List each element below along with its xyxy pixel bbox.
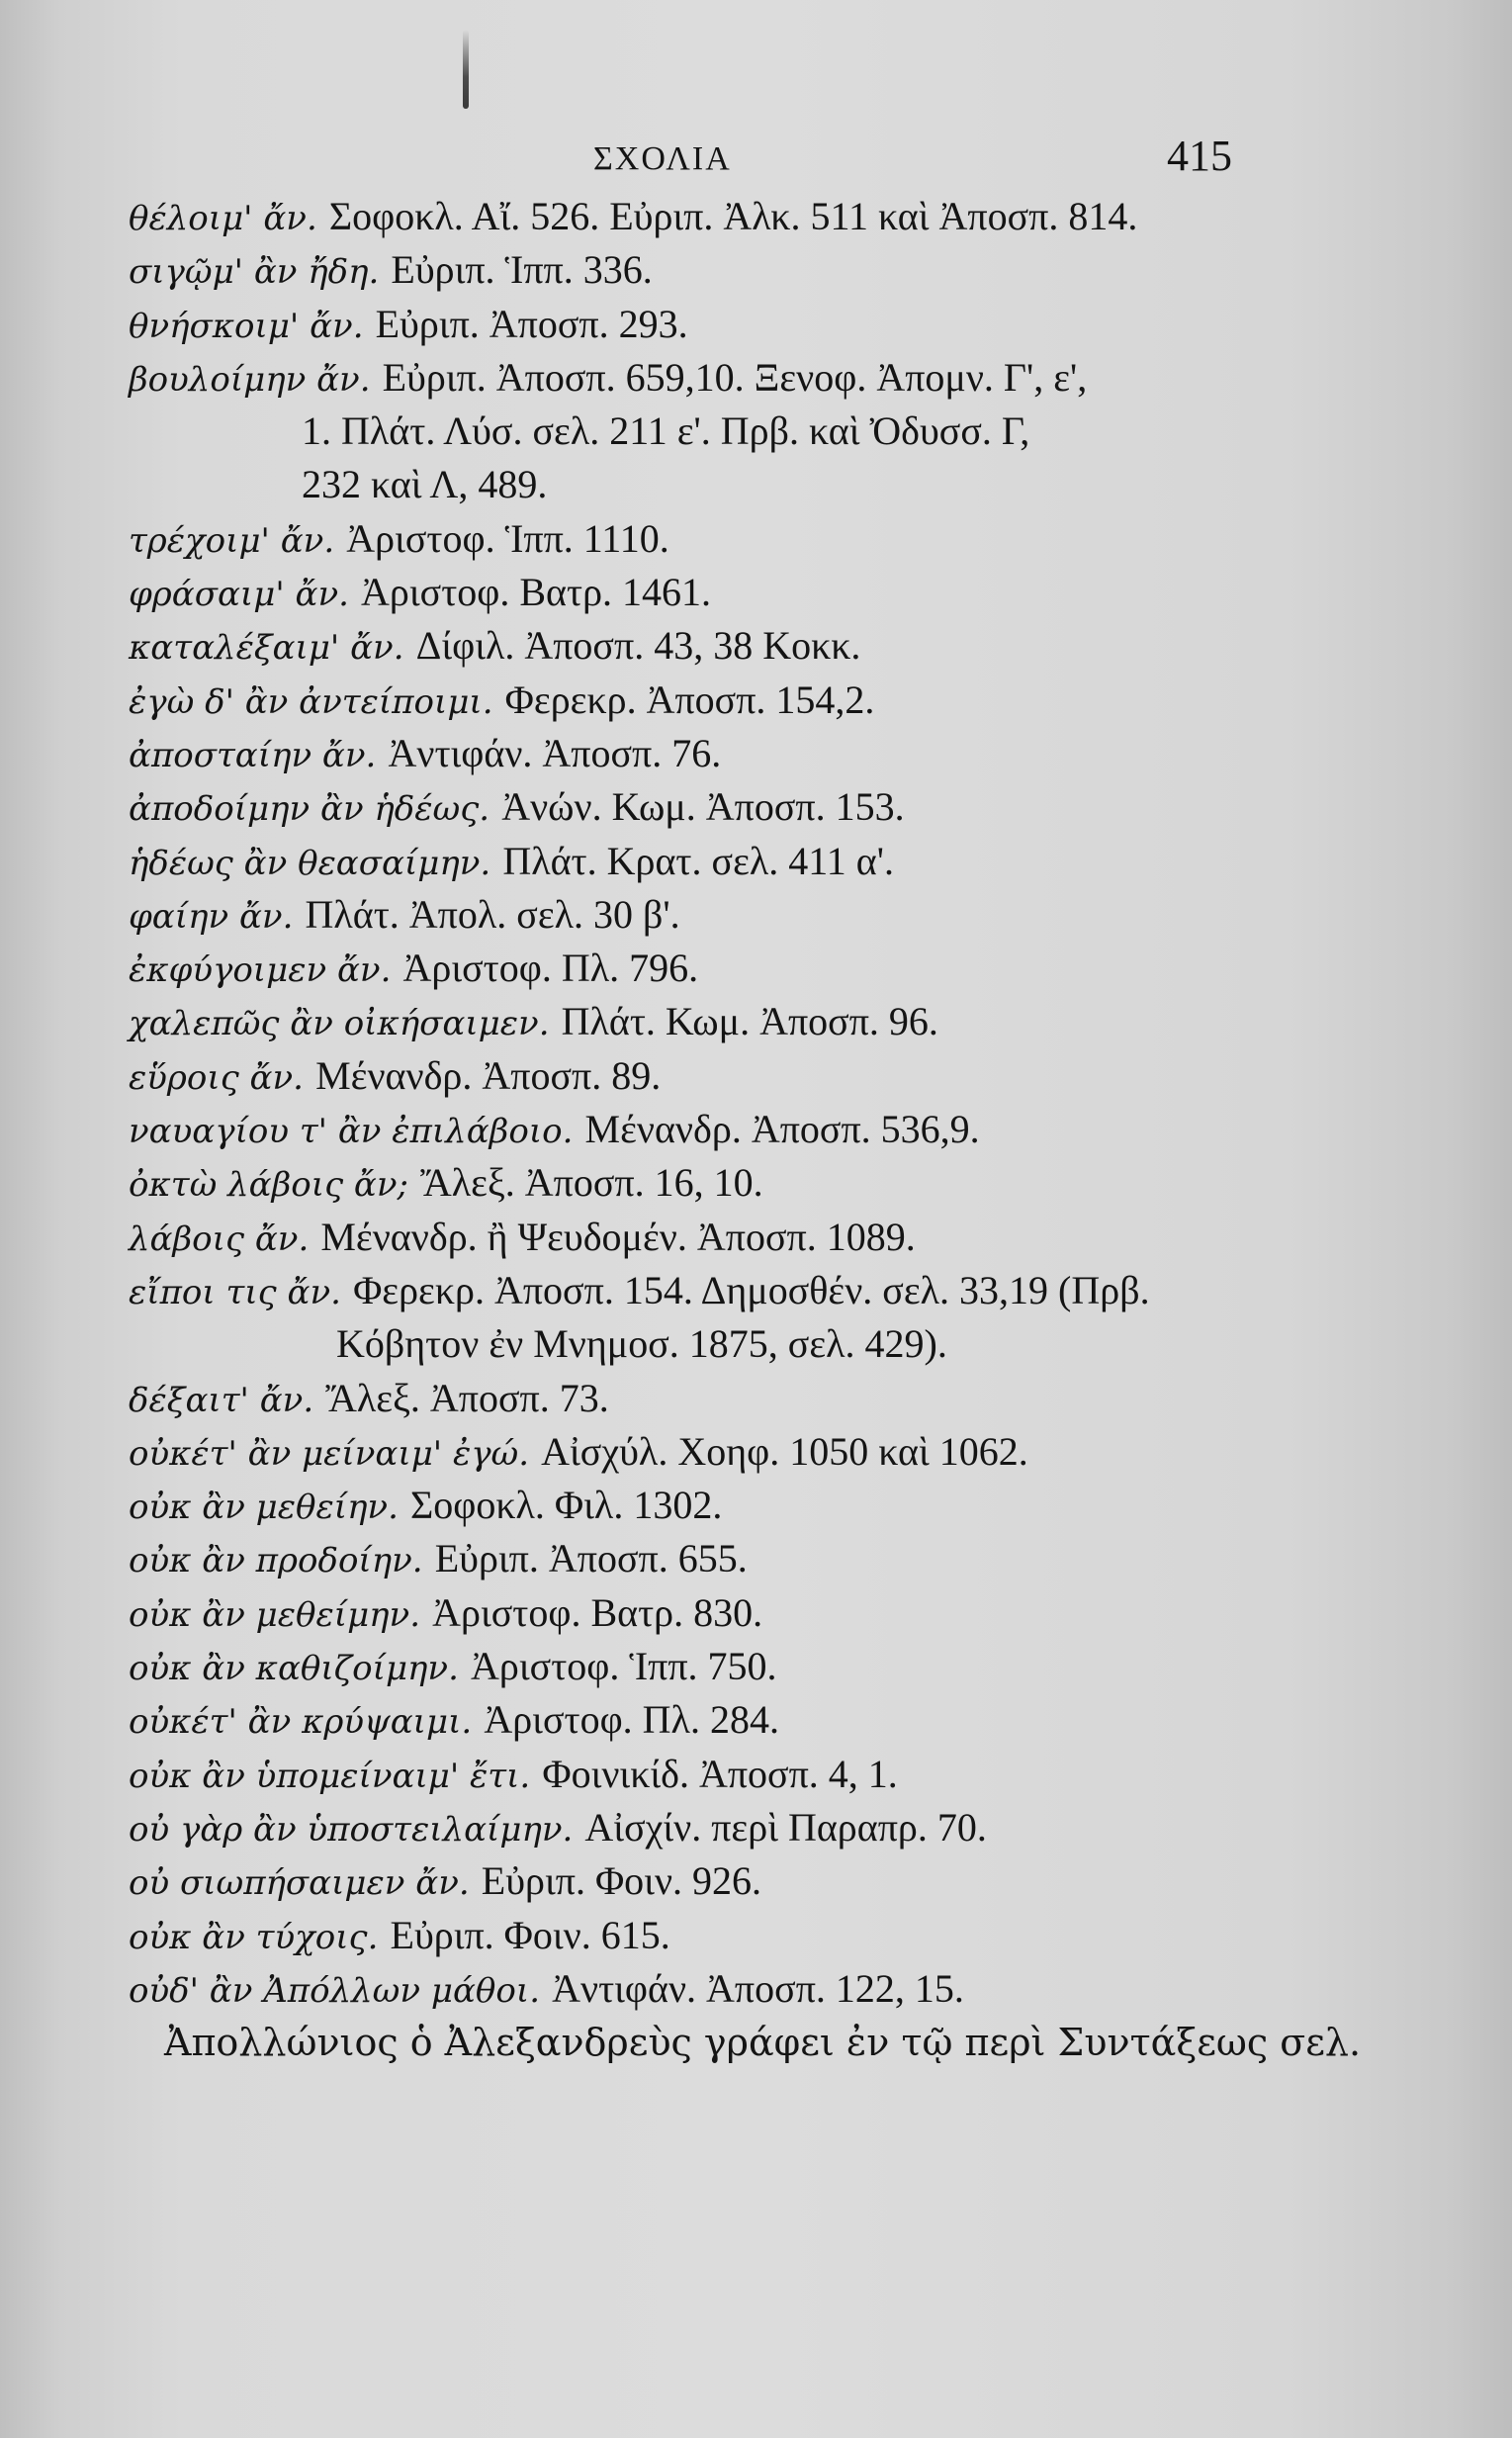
entry-reference: Ἀντιφάν. Ἀποσπ. 122, 15.: [552, 1965, 964, 2011]
entry-phrase: οὐκ ἂν καθιζοίμην.: [129, 1649, 459, 1689]
entry-reference: Σοφοκλ. Αἴ. 526. Εὐριπ. Ἀλκ. 511 καὶ Ἀποσπ. 814.: [328, 194, 1138, 238]
entry-phrase: βουλοίμην ἄν.: [129, 359, 371, 400]
entry-line: [129, 619, 1493, 673]
entry-reference: Εὐριπ. Φοιν. 926.: [481, 1858, 762, 1904]
entry-phrase: οὐκ ἂν μεθείμην.: [129, 1594, 421, 1635]
entry-reference: Σοφοκλ. Φιλ. 1302.: [410, 1483, 723, 1528]
entry-reference: Εὐριπ. Ἀποσπ. 659,10. Ξενοφ. Ἀπομν. Γ', ε',: [382, 354, 1088, 400]
entry-reference: Πλάτ. Κρατ. σελ. 411 α'.: [502, 838, 894, 883]
entry-phrase: ἐκφύγοιμεν ἄν.: [129, 950, 392, 991]
entry-reference: 232 καὶ Λ, 489.: [302, 462, 548, 507]
entry-reference: Αἰσχύλ. Χοηφ. 1050 καὶ 1062.: [541, 1428, 1028, 1474]
entry-reference: Φερεκρ. Ἀποσπ. 154. Δημοσθέν. σελ. 33,19 (Πρβ.: [353, 1267, 1150, 1312]
entry-phrase: οὐκ ἂν προδοίην.: [129, 1541, 423, 1581]
entry-phrase: οὐκ ἂν τύχοις.: [129, 1917, 379, 1957]
entry-line: [129, 1264, 1493, 1317]
page-number: 415: [1167, 132, 1232, 180]
scholia-entries: [129, 190, 1493, 2069]
entry-line: [129, 1748, 1493, 1801]
entry-line: [129, 1372, 1493, 1425]
entry-phrase: εἴποι τις ἄν.: [129, 1272, 341, 1312]
entry-phrase: οὐκέτ' ἂν κρύψαιμι.: [129, 1702, 473, 1743]
entry-reference: Ἀριστοφ. Πλ. 796.: [402, 946, 699, 991]
entry-phrase: φαίην ἄν.: [129, 896, 294, 937]
entry-line: [129, 888, 1493, 942]
entry-line: [129, 1211, 1493, 1264]
entry-phrase: οὐδ' ἂν Ἀπόλλων μάθοι.: [129, 1970, 541, 2011]
entry-line: [129, 1479, 1493, 1532]
entry-reference: Εὐριπ. Ἀποσπ. 655.: [434, 1536, 748, 1581]
entry-phrase: τρέχοιμ' ἄν.: [129, 520, 335, 561]
entry-phrase: ἀποσταίην ἄν.: [129, 735, 377, 775]
entry-line: [129, 1586, 1493, 1640]
entry-reference: Πλάτ. Ἀπολ. σελ. 30 β'.: [305, 891, 680, 937]
entry-line: [129, 1156, 1493, 1210]
entry-reference: Κόβητον ἐν Μνημοσ. 1875, σελ. 429).: [336, 1321, 947, 1367]
entry-phrase: θνήσκοιμ' ἄν.: [129, 306, 364, 346]
entry-line: [129, 1909, 1493, 1962]
entry-line: [129, 243, 1493, 297]
entry-line: [129, 1854, 1493, 1908]
entry-line: [129, 942, 1493, 995]
entry-line: [129, 1693, 1493, 1747]
entry-reference: Ἀριστοφ. Ἱππ. 1110.: [346, 515, 669, 561]
entry-line: [129, 1801, 1493, 1854]
entry-line: [129, 458, 1493, 511]
entry-phrase: οὐκέτ' ἂν μείναιμ' ἐγώ.: [129, 1433, 530, 1474]
entry-reference: Φοινικίδ. Ἀποσπ. 4, 1.: [542, 1751, 898, 1796]
entry-phrase: ναυαγίου τ' ἂν ἐπιλάβοιο.: [129, 1112, 574, 1152]
entry-reference: Εὐριπ. Φοιν. 615.: [390, 1912, 670, 1957]
running-title: ΣΧΟΛΙΑ: [593, 140, 732, 177]
entry-phrase: χαλεπῶς ἂν οἰκήσαιμεν.: [129, 1004, 550, 1044]
entry-reference: Ἀριστοφ. Βατρ. 830.: [432, 1589, 763, 1635]
entry-line: [129, 1962, 1493, 2016]
entry-reference: Αἰσχίν. περὶ Παραπρ. 70.: [584, 1804, 987, 1850]
entry-reference: Ἀριστοφ. Πλ. 284.: [484, 1697, 779, 1743]
entry-line: [129, 351, 1493, 405]
entry-phrase: ἡδέως ἂν θεασαίμην.: [129, 843, 491, 883]
entry-reference: Φερεκρ. Ἀποσπ. 154,2.: [504, 677, 875, 722]
entry-line: [129, 1317, 1493, 1371]
entry-line: [129, 512, 1493, 566]
entry-phrase: οὐ σιωπήσαιμεν ἄν.: [129, 1863, 470, 1904]
entry-phrase: ἐγὼ δ' ἂν ἀντείποιμι.: [129, 681, 493, 722]
entry-line: [129, 1532, 1493, 1585]
entry-reference: Ἀριστοφ. Βατρ. 1461.: [361, 570, 712, 615]
page-header: [0, 131, 1512, 190]
entry-line: [129, 1640, 1493, 1693]
entry-line: [129, 1425, 1493, 1479]
entry-line: [129, 727, 1493, 780]
entry-reference: Μένανδρ. Ἀποσπ. 89.: [315, 1052, 662, 1098]
entry-line: [129, 190, 1493, 243]
entry-line: [129, 780, 1493, 834]
entry-line: [129, 405, 1493, 458]
entry-phrase: οὐκ ἂν μεθείην.: [129, 1488, 399, 1528]
entry-reference: 1. Πλάτ. Λύσ. σελ. 211 ε'. Πρβ. καὶ Ὀδυσσ. Γ,: [302, 408, 1030, 454]
entry-reference: Δίφιλ. Ἀποσπ. 43, 38 Κοκκ.: [415, 623, 861, 669]
entry-phrase: λάβοις ἄν.: [129, 1219, 310, 1259]
entry-line: [129, 674, 1493, 727]
entry-reference: Ἄλεξ. Ἀποσπ. 16, 10.: [420, 1160, 763, 1206]
entry-reference: Πλάτ. Κωμ. Ἀποσπ. 96.: [561, 999, 938, 1044]
entry-phrase: σιγῷμ' ἂν ἤδη.: [129, 252, 380, 293]
entry-line: [129, 1049, 1493, 1103]
entry-phrase: φράσαιμ' ἄν.: [129, 575, 349, 615]
entry-reference: Ἀριστοφ. Ἱππ. 750.: [471, 1644, 777, 1689]
entry-line: [129, 566, 1493, 619]
entry-reference: Μένανδρ. Ἀποσπ. 536,9.: [584, 1107, 980, 1152]
entry-line: [129, 995, 1493, 1048]
entry-line: [129, 298, 1493, 351]
entry-reference: Ἀντιφάν. Ἀποσπ. 76.: [388, 730, 722, 775]
entry-line: [129, 1103, 1493, 1156]
entry-reference: Ἄλεξ. Ἀποσπ. 73.: [325, 1375, 609, 1420]
entry-reference: Εὐριπ. Ἀποσπ. 293.: [375, 301, 688, 346]
entry-phrase: οὐ γὰρ ἂν ὑποστειλαίμην.: [129, 1809, 574, 1850]
entry-reference: Εὐριπ. Ἱππ. 336.: [391, 247, 653, 293]
entry-phrase: καταλέξαιμ' ἄν.: [129, 628, 404, 669]
entry-phrase: ὀκτὼ λάβοις ἄν;: [129, 1165, 409, 1206]
entry-phrase: θέλοιμ' ἄν.: [129, 199, 317, 238]
entry-phrase: οὐκ ἂν ὑπομείναιμ' ἔτι.: [129, 1756, 531, 1796]
entry-reference: Μένανδρ. ἢ Ψευδομέν. Ἀποσπ. 1089.: [320, 1214, 916, 1259]
entry-line: [129, 835, 1493, 888]
entry-reference: Ἀνών. Κωμ. Ἀποσπ. 153.: [501, 784, 905, 830]
entry-phrase: ἀποδοίμην ἂν ἡδέως.: [129, 789, 490, 830]
binding-mark: [463, 30, 469, 109]
entry-phrase: εὕροις ἄν.: [129, 1057, 304, 1098]
closing-line: Ἀπολλώνιος ὁ Ἀλεξανδρεὺς γράφει ἐν τῷ περὶ Συντάξεως σελ.: [164, 2021, 1362, 2065]
entry-phrase: δέξαιτ' ἄν.: [129, 1380, 314, 1420]
